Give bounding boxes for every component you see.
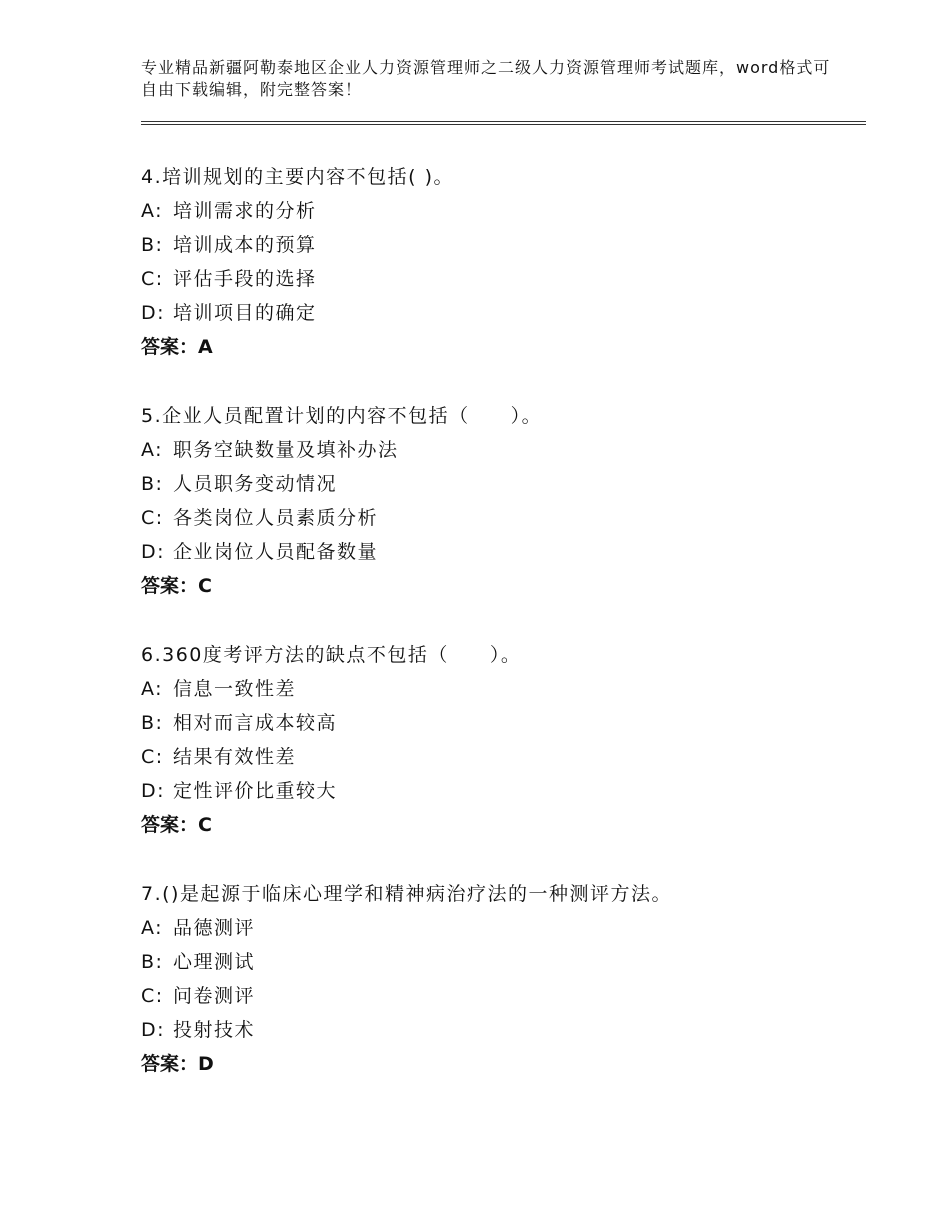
option-a [141,199,861,233]
option-text: 培训成本的预算 [173,234,317,256]
option-c [141,506,861,540]
option-d [141,540,861,574]
question-stem: 7.()是起源于临床心理学和精神病治疗法的一种测评方法。 [141,883,672,905]
option-text: 定性评价比重较大 [173,780,338,802]
option-text: 人员职务变动情况 [173,473,338,495]
option-d [141,1018,861,1052]
option-key: C: [141,507,164,529]
option-key: B: [141,951,164,973]
option-key: B: [141,473,164,495]
option-a [141,677,861,711]
question-stem: 5.企业人员配置计划的内容不包括（ ）。 [141,405,543,427]
option-text: 培训项目的确定 [173,302,317,324]
option-b [141,711,861,745]
option-text: 心理测试 [173,951,256,973]
document-header: 专业精品新疆阿勒泰地区企业人力资源管理师之二级人力资源管理师考试题库，word格式可自由下载编辑，附完整答案！ [141,58,831,99]
option-text: 评估手段的选择 [173,268,317,290]
option-text: 结果有效性差 [173,746,297,768]
option-key: A: [141,439,164,461]
answer-label: 答案：D [141,1053,214,1075]
option-key: B: [141,712,164,734]
option-b [141,233,861,267]
option-key: D: [141,1019,166,1041]
option-d [141,301,861,335]
option-key: D: [141,302,166,324]
question-stem: 6.360度考评方法的缺点不包括（ ）。 [141,644,522,666]
question-block [141,404,861,608]
answer-label: 答案：C [141,814,212,836]
option-text: 各类岗位人员素质分析 [173,507,379,529]
option-c [141,267,861,301]
option-a [141,438,861,472]
option-key: C: [141,985,164,1007]
option-a [141,916,861,950]
option-c [141,745,861,779]
option-text: 培训需求的分析 [173,200,317,222]
question-block [141,882,861,1086]
option-text: 企业岗位人员配备数量 [173,541,379,563]
option-b [141,472,861,506]
answer-label: 答案：A [141,336,213,358]
header-divider [141,121,866,125]
option-text: 职务空缺数量及填补办法 [173,439,399,461]
option-text: 品德测评 [173,917,256,939]
option-d [141,779,861,813]
option-key: D: [141,780,166,802]
option-c [141,984,861,1018]
option-key: A: [141,917,164,939]
option-text: 信息一致性差 [173,678,297,700]
option-b [141,950,861,984]
question-block [141,643,861,847]
answer-label: 答案：C [141,575,212,597]
question-block [141,165,861,369]
option-text: 相对而言成本较高 [173,712,338,734]
option-key: C: [141,746,164,768]
option-key: C: [141,268,164,290]
option-key: A: [141,678,164,700]
option-key: A: [141,200,164,222]
option-text: 问卷测评 [173,985,256,1007]
option-key: D: [141,541,166,563]
question-stem: 4.培训规划的主要内容不包括( )。 [141,166,454,188]
option-key: B: [141,234,164,256]
option-text: 投射技术 [173,1019,256,1041]
